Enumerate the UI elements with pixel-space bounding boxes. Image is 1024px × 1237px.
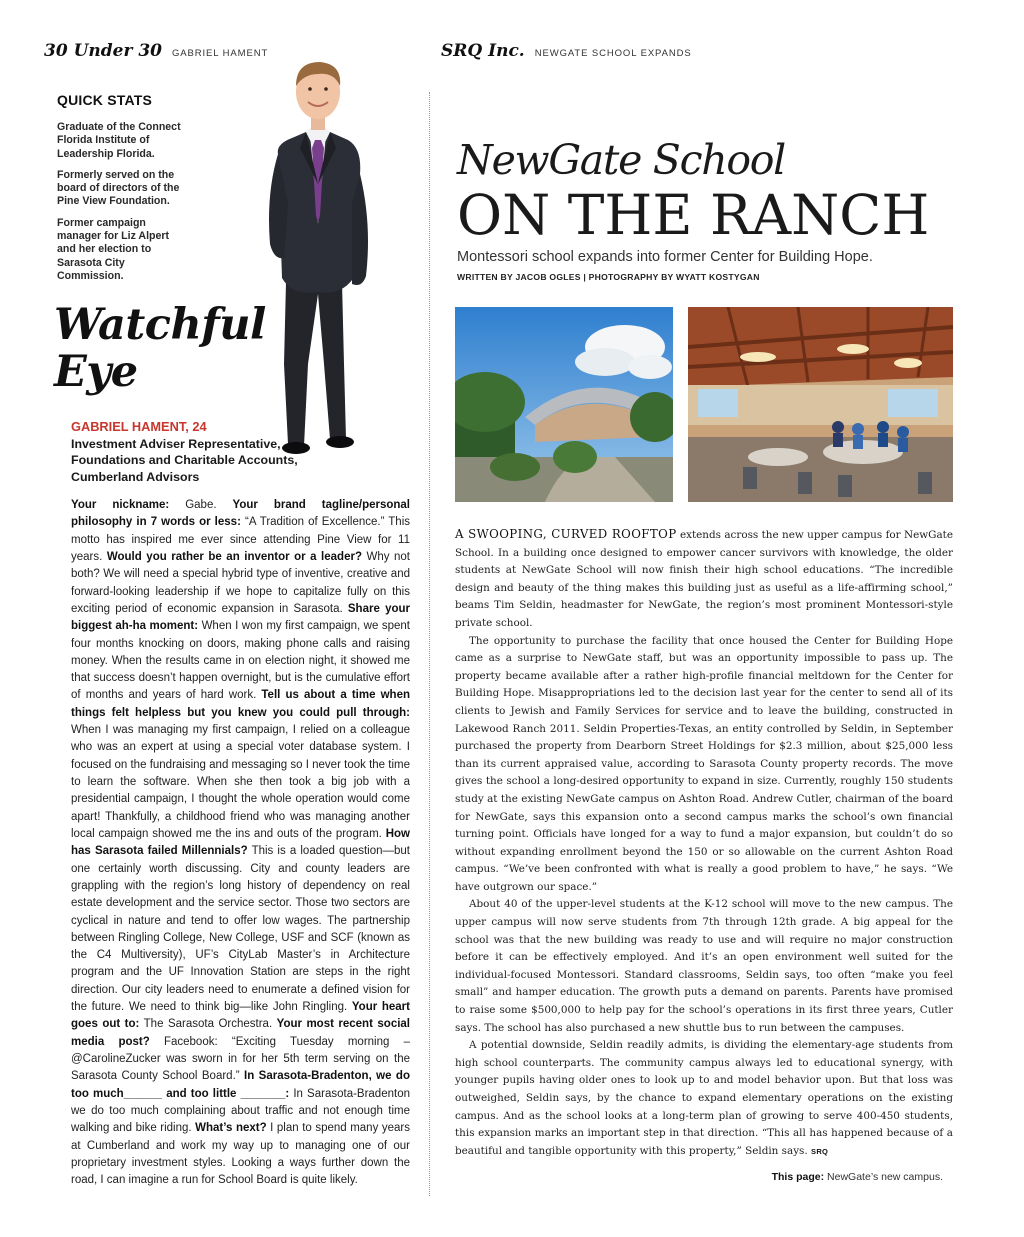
qa-question: Tell us about a time when things felt helpless but you knew you could pull through: [71,689,410,719]
qa-question: Would you rather be an inventor or a leader? [106,550,362,563]
quick-stat-item: Former campaign manager for Liz Alpert and her election to Sarasota City Commission. [57,216,170,282]
qa-answer: Why not both? We will need a special hybrid type of inventive, creative and forward-looking leadership if we hope to capitalize fully on this exciting period of economic expansion in Sarasota. [71,550,411,615]
qa-question: Your most recent social media post? [71,1018,410,1048]
right-section-label: NEWGATE SCHOOL EXPANDS [534,48,692,59]
end-mark: SRQ [811,1146,829,1156]
qa-answer: Gabe. [185,499,217,511]
portrait-photo [248,44,388,464]
qa-question: In Sarasota-Bradenton, we do too much______ and too little _______: [71,1070,410,1100]
caption-label: This page: [771,1171,825,1183]
qa-question: Share your biggest ah-ha moment: [71,602,410,633]
quick-stat-item: Formerly served on the board of directors of the Pine View Foundation. [57,168,180,208]
campus-exterior-photo [455,307,673,502]
qa-answer: When I won my first campaign, we spent four months knocking on doors, making phone calls and raising money. When the results came in on election night, it showed me that success doesn’t happen overnight, but is the cumulative effort of months and years of hard work. [71,620,410,702]
qa-answer: In Sarasota-Bradenton we do too much complaining about traffic and not enough time walking and bike riding. [71,1087,410,1135]
qa-question: How has Sarasota failed Millennials? [71,827,410,858]
page-divider [429,92,430,1196]
profile-role: Investment Adviser Representative, Foundations and Charitable Accounts, Cumberland Advisors [71,437,298,484]
profile-qa-text [71,497,410,1190]
article-kicker: NewGate School [457,136,785,184]
article-body [455,526,953,1160]
magazine-feature-title: 30 Under 30 [44,41,162,61]
campus-interior-photo [688,307,953,502]
magazine-section-title: SRQ Inc. [441,41,525,61]
article-paragraph [455,1037,953,1160]
qa-answer: The Sarasota Orchestra. [143,1018,273,1031]
right-running-header [441,41,692,63]
article-paragraph: About 40 of the upper-level students at the K-12 school will move to the new campus. The upper campus will now serve students from 7th through 12th grade. A big appeal for the school was that the new building was ready to use and will require no major construction before it can be effectively employed. And it’s an open environment well suited for the individual-focused Montessori. Standard classrooms, Seldin says, too often “make you feel small” and hamper education. The growth puts a demand on parents. Parents have promised to raise some $500,000 to help pay for the school’s operations in its first three years, Cutler says. The school has also purchased a new shuttle bus to run between the campuses. [455,898,953,1034]
quick-stats-title: QUICK STATS [57,92,153,108]
caption-text: NewGate’s new campus. [827,1171,943,1183]
article-title: ON THE RANCH [457,183,930,247]
article-byline: WRITTEN BY JACOB OGLES | PHOTOGRAPHY BY WYATT KOSTYGAN [457,272,760,282]
qa-question: Your brand tagline/personal philosophy in 7 words or less: [71,499,410,529]
article-deck: Montessori school expands into former Center for Building Hope. [457,249,873,265]
qa-question: Your nickname: [71,499,170,511]
qa-answer: “A Tradition of Excellence.” This motto has inspired me ever since attending Pine View for 11 years. [71,516,411,563]
quick-stats-list [57,121,187,291]
profile-headline: Watchful Eye [54,300,266,397]
qa-answer: I plan to spend many years at Cumberland and work my way up to managing one of our proprietary investment styles. Looking a ways further down the road, I can imagine a run for School Board is quite likely. [71,1122,410,1187]
left-running-header [44,41,268,63]
lead-in-caps: A SWOOPING, CURVED ROOFTOP [455,527,677,541]
left-section-label: GABRIEL HAMENT [172,48,269,59]
qa-question: Your heart goes out to: [71,1001,410,1031]
qa-answer: When I was managing my first campaign, I relied on a colleague who was an expert at using a special voter database system. I focused on the fundraising and messaging so I never took the time to learn the software. When she then took a big job with a presidential campaign, I thought the whole operation would come apart! Thankfully, a childhood friend who was managing another local campaign showed me the ins and outs of the program. [71,724,410,840]
profile-name: GABRIEL HAMENT, 24 [71,419,207,434]
article-paragraph-text: A potential downside, Seldin readily admits, is dividing the elementary-age students from high school counterparts. The community campus always led to educational synergy, with younger pupils having older ones to look up to and model behavior upon. But that loss was outweighed, Seldin says, by the chance to expand elementary operations on the existing campus. And as the school looks at a long-term plan of growing to serve 400-450 students, this expansion marks an important step in that direction. “This all has happened because of a beautiful and tangible opportunity with this property,” Seldin says. [455,1039,953,1157]
qa-answer: This is a loaded question—but one certainly worth discussing. City and county leaders are grappling with the region’s long history of dependency on real estate development and the service sector. Those two sectors are cyclical in nature and tend to offer low wages. The partnership between Ringling College, New College, USF and SCF (known as the C4 Multiversity), UF’s CityLab Master’s in Architecture program and the UF Innovation Station are steps in the right direction. Our city leaders need to enumerate a defined vision for the future. We need to think big—like John Ringling. [71,845,410,1014]
article-paragraph: The opportunity to purchase the facility that once housed the Center for Building Hope came as a surprise to NewGate staff, but was an opportunity impossible to pass up. The property became available after a rather high-profile financial meltdown for the Center for Building Hope. Misappropriations led to the decision last year for the center to send all of its clients to Jewish and Family Services for service and to leave the building, constructed in Lakewood Ranch 2011. Seldin Properties-Texas, an entity controlled by Seldin, in September purchased the property from Dearborn Street Holdings for $2.3 million, about $25,000 less than its current appraised value, according to Sarasota County property records. The move gives the school a long-desired opportunity to expand in size. Currently, roughly 150 students study at the existing NewGate campus on Ashton Road. Andrew Cutler, chairman of the board for NewGate, says this expansion onto a second campus marks the school’s own financial turning point. Officials have longed for a way to fund a major expansion, but couldn’t do so without expanding enrollment beyond the 150 or so allowable on the current Ashton Road campus. “We’ve been confronted with what is really a good problem to have,” he says. “We have outgrown our space.” [455,634,953,893]
photo-caption [690,1171,943,1183]
article-paragraph-text: extends across the new upper campus for NewGate School. In a building once designed to empower cancer survivors with knowledge, the older students at NewGate School will now finish their high school educations. “The incredible design and beauty of the thing makes this building just as useful as a life-affirming school,” beams Tim Seldin, headmaster for NewGate, the region’s most prominent Montessori-style private school. [455,529,953,629]
quick-stat-item: Graduate of the Connect Florida Institute of Leadership Florida. [57,121,181,160]
qa-question: What’s next? [195,1122,267,1135]
article-paragraph [455,526,953,633]
qa-answer: Facebook: “Exciting Tuesday morning – @CarolineZucker was sworn in for her 5th term serving on the Sarasota County School Board.” [71,1035,411,1083]
